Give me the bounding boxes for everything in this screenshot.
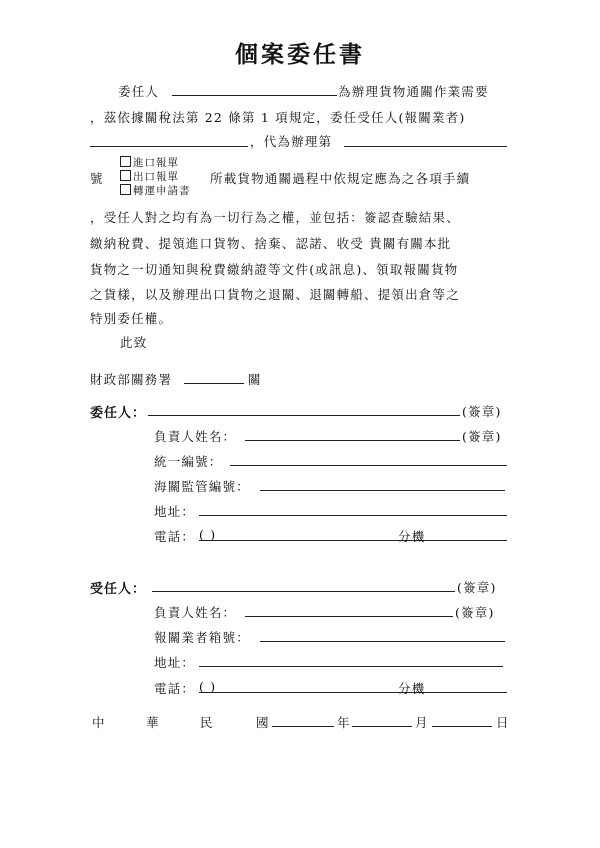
principal-name-blank[interactable] (172, 95, 337, 96)
year-blank[interactable] (272, 726, 334, 727)
body-line: 特別委任權。 (90, 311, 173, 326)
checkbox-icon[interactable] (120, 184, 131, 195)
body-line: ，受任人對之均有為一切行為之權，並包括：簽認查驗結果、 (90, 210, 460, 225)
day-label: 日 (496, 715, 510, 730)
principal-seal: (簽章) (462, 404, 502, 419)
principal-ext-label: 分機 (398, 529, 426, 544)
year-label: 年 (337, 715, 351, 730)
declaration-number-blank[interactable] (344, 146, 507, 147)
customs-office-blank[interactable] (184, 383, 244, 384)
principal-signature-line[interactable] (148, 415, 460, 416)
month-label: 月 (415, 715, 429, 730)
principal-phone-label: 電話： (154, 529, 196, 544)
agent-name-blank[interactable] (90, 146, 248, 147)
purpose-text: 為辦理貨物通關作業需要 (338, 84, 489, 99)
checkbox-icon[interactable] (120, 156, 131, 167)
body-line: 貨物之一切通知與稅費繳納證等文件(或訊息)、領取報關貨物 (90, 262, 459, 277)
body-line: 繳納稅費、提領進口貨物、捨棄、認諾、收受 貴關有關本批 (90, 236, 452, 251)
checkbox-icon[interactable] (120, 170, 131, 181)
principal-phone-paren: ( ) (199, 527, 217, 542)
agent-phone-label: 電話： (154, 681, 196, 696)
body-line: 之貨樣，以及辦理出口貨物之退關、退關轉船、提領出倉等之 (90, 287, 460, 302)
checkbox-transit-label: 轉運申請書 (133, 185, 191, 197)
agent-ext-label: 分機 (398, 681, 426, 696)
agent-address-label: 地址： (154, 655, 196, 670)
principal-phone-line[interactable] (199, 540, 507, 541)
principal-id-label: 統一編號： (154, 454, 223, 469)
date-char: 中 (92, 715, 106, 730)
agent-signature-line[interactable] (152, 591, 455, 592)
handle-text: ，代為辦理第 (250, 134, 333, 149)
day-blank[interactable] (432, 726, 492, 727)
agent-person-seal: (簽章) (455, 605, 495, 620)
closing-text: 此致 (120, 335, 148, 350)
principal-person-seal: (簽章) (462, 429, 502, 444)
checkbox-transit[interactable] (120, 183, 191, 198)
date-char: 國 (256, 715, 270, 730)
checkbox-import-label: 進口報單 (133, 157, 179, 169)
agent-broker-label: 報關業者箱號： (154, 630, 250, 645)
agent-broker-line[interactable] (260, 641, 505, 642)
agent-person-label: 負責人姓名： (154, 605, 237, 620)
principal-person-line[interactable] (245, 440, 460, 441)
principal-id-line[interactable] (230, 465, 507, 466)
month-blank[interactable] (352, 726, 412, 727)
agent-phone-paren: ( ) (199, 679, 217, 694)
principal-address-line[interactable] (199, 515, 507, 516)
principal-customs-line[interactable] (260, 490, 505, 491)
addressee-suffix: 關 (248, 372, 262, 387)
agent-address-line[interactable] (199, 666, 503, 667)
checkbox-export[interactable] (120, 169, 179, 184)
agent-seal: (簽章) (457, 580, 497, 595)
date-char: 華 (146, 715, 160, 730)
date-char: 民 (200, 715, 214, 730)
principal-address-label: 地址： (154, 504, 196, 519)
checkbox-export-label: 出口報單 (133, 171, 179, 183)
agent-label: 受任人： (90, 582, 147, 597)
agent-phone-line[interactable] (199, 692, 507, 693)
procedure-text: 所載貨物通關過程中依規定應為之各項手續 (210, 171, 471, 186)
principal-customs-label: 海關監管編號： (154, 479, 250, 494)
legal-basis-text: ，茲依據關稅法第 22 條第 1 項規定，委任受任人(報關業者) (90, 110, 466, 125)
document-title: 個案委任書 (235, 41, 365, 68)
number-suffix: 號 (90, 171, 104, 186)
principal-intro-label: 委任人 (118, 84, 160, 99)
addressee-prefix: 財政部關務署 (90, 372, 173, 387)
agent-person-line[interactable] (245, 616, 453, 617)
checkbox-import[interactable] (120, 155, 179, 170)
principal-label: 委任人： (90, 406, 147, 421)
principal-person-label: 負責人姓名： (154, 429, 237, 444)
